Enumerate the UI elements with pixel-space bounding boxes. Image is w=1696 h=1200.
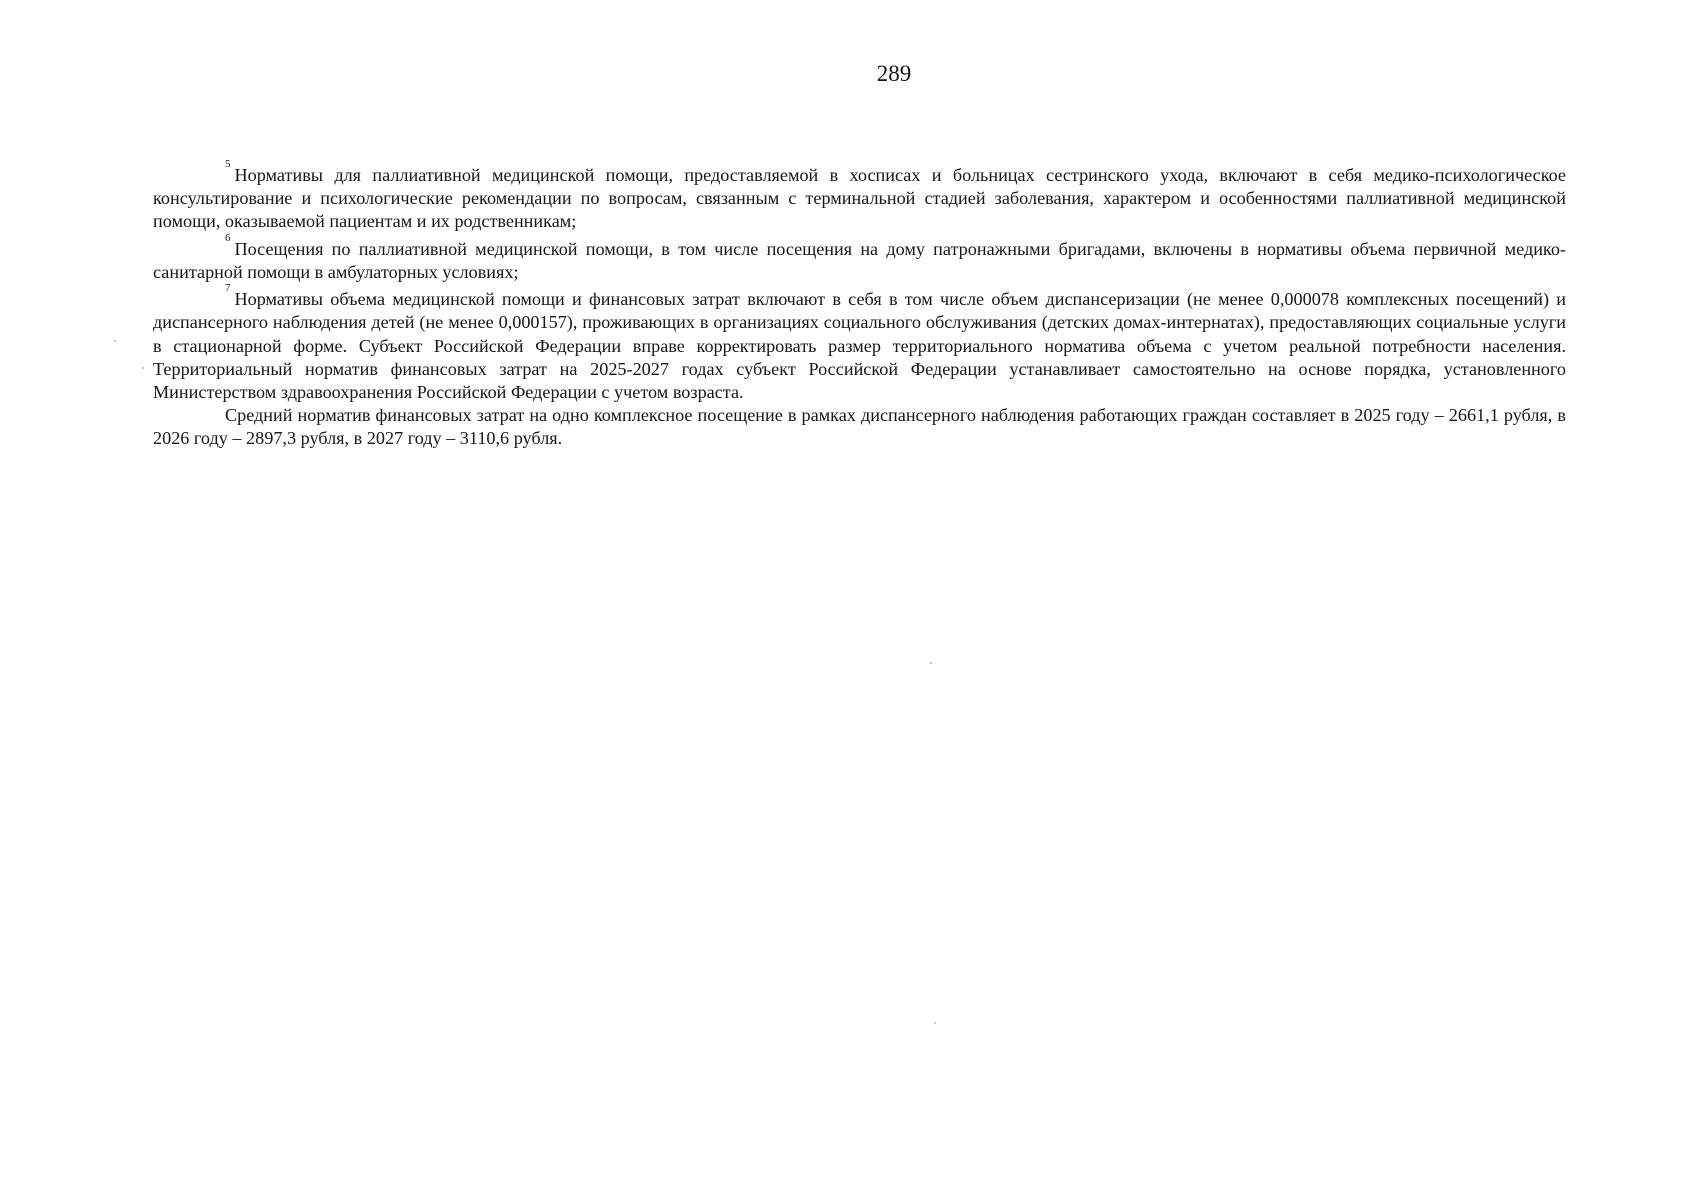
- scan-speck: [930, 662, 932, 664]
- summary-paragraph: [153, 404, 1566, 450]
- scan-speck: [934, 1022, 936, 1024]
- footnote-marker: 7: [225, 282, 231, 295]
- scan-speck: [114, 340, 116, 342]
- footnote-marker: 6: [225, 231, 231, 244]
- footnote-text: Нормативы объема медицинской помощи и финансовых затрат включают в себя в том числе объем диспансеризации (не менее 0,000078 комплексных посещений) и диспансерного наблюдения детей (не менее 0,000157), проживающих в организациях социального обслуживания (детских домах-интернатах), предоставляющих социальные услуги в стационарной форме. Субъект Российской Федерации вправе корректировать размер территориального норматива объема с учетом реальной потребности населения. Территориальный норматив финансовых затрат на 2025-2027 годах субъект Российской Федерации устанавливает самостоятельно на основе порядка, установленного Министерством здравоохранения Российской Федерации с учетом возраста.: [153, 289, 1566, 403]
- footnote-marker: 5: [225, 158, 231, 170]
- footnote-5: [153, 160, 1566, 234]
- footnote-6: [153, 231, 1566, 284]
- paragraph-text: Средний норматив финансовых затрат на одно комплексное посещение в рамках диспансерного наблюдения работающих граждан составляет в 2025 году – 2661,1 рубля, в 2026 году – 2897,3 рубля, в 2027 году – 3110,6 рубля.: [153, 405, 1566, 449]
- page-number: 289: [876, 61, 912, 86]
- document-body: [153, 160, 1566, 451]
- scan-speck: [142, 367, 144, 369]
- footnote-text: Посещения по паллиативной медицинской помощи, в том числе посещения на дому патронажными бригадами, включены в нормативы объема первичной медико-санитарной помощи в амбулаторных условиях;: [153, 238, 1566, 282]
- footnote-text: Нормативы для паллиативной медицинской помощи, предоставляемой в хосписах и больницах сестринского ухода, включают в себя медико-психологическое консультирование и психологические рекомендации по вопросам, связанным с терминальной стадией заболевания, характером и особенностями паллиативной медицинской помощи, оказываемой пациентам и их родственникам;: [153, 165, 1566, 232]
- footnote-7: [153, 284, 1566, 404]
